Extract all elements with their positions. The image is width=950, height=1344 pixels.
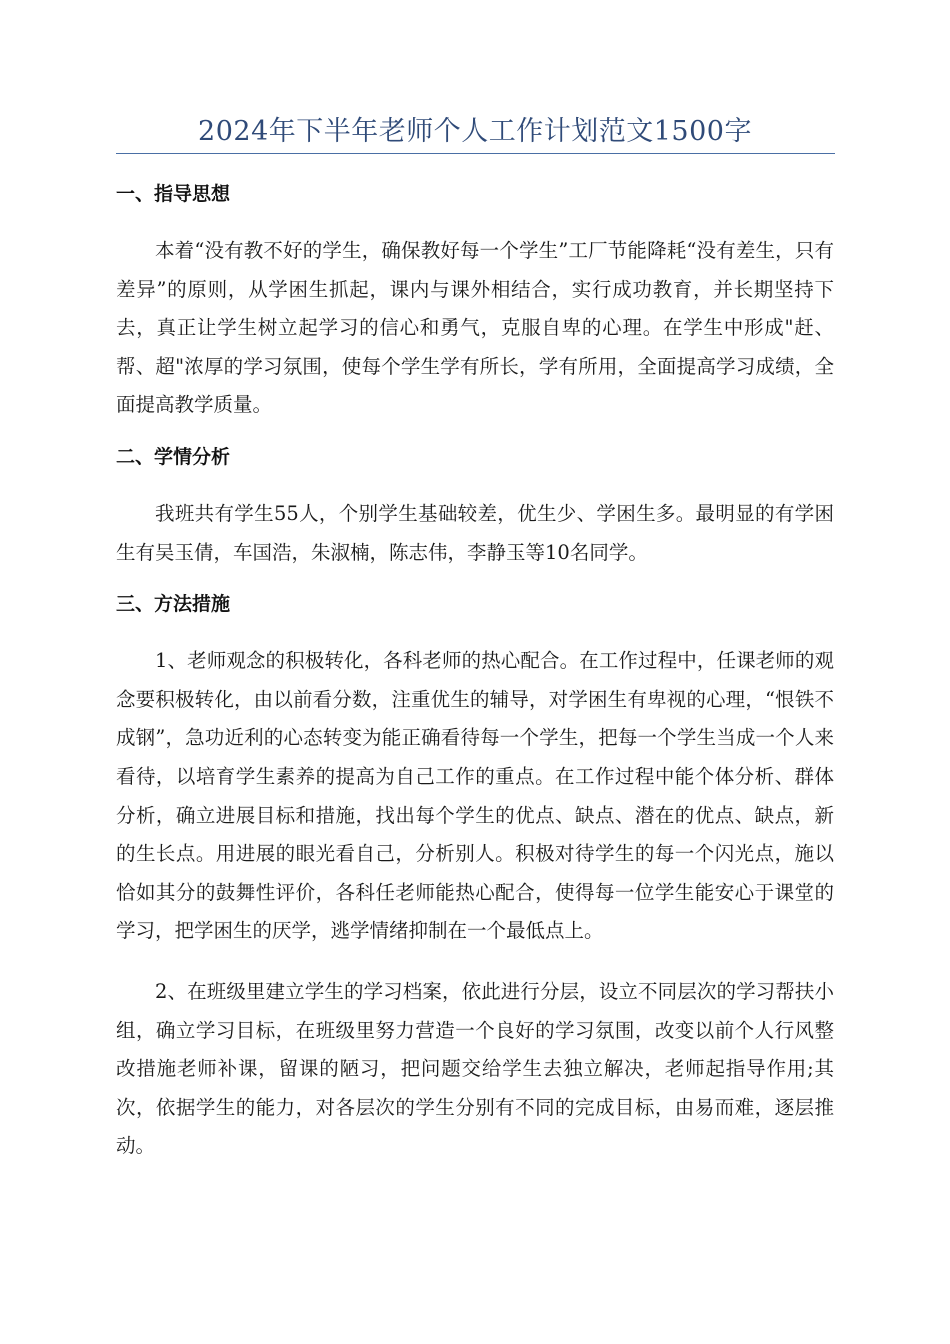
document-body bbox=[116, 174, 834, 1166]
document-title: 2024年下半年老师个人工作计划范文1500字 bbox=[198, 116, 752, 147]
section-heading-student-analysis: 二、学情分析 bbox=[116, 445, 231, 468]
section-paragraph: 1、老师观念的积极转化，各科老师的热心配合。在工作过程中，任课老师的观念要积极转化，由以前看分数，注重优生的辅导，对学困生有卑视的心理，“恨铁不成钢”，急功近利的心态转变为能正确看待每一个学生，把每一个学生当成一个人来看待，以培育学生素养的提高为自己工作的重点。在工作过程中能个体分析、群体分析，确立进展目标和措施，找出每个学生的优点、缺点、潜在的优点、缺点，新的生长点。用进展的眼光看自己，分析别人。积极对待学生的每一个闪光点，施以恰如其分的鼓舞性评价，各科任老师能热心配合，使得每一位学生能安心于课堂的学习，把学困生的厌学，逃学情绪抑制在一个最低点上。 bbox=[116, 649, 834, 943]
section-heading-methods: 三、方法措施 bbox=[116, 593, 231, 616]
section-paragraph: 2、在班级里建立学生的学习档案，依此进行分层，设立不同层次的学习帮扶小组，确立学习目标，在班级里努力营造一个良好的学习氛围，改变以前个人行风整改措施老师补课，留课的陋习，把问题交给学生去独立解决，老师起指导作用;其次，依据学生的能力，对各层次的学生分别有不同的完成目标，由易而难，逐层推动。 bbox=[116, 979, 834, 1158]
section-heading-guiding-ideology: 一、指导思想 bbox=[116, 183, 231, 205]
title-underline bbox=[116, 153, 835, 154]
section-paragraph: 我班共有学生55人，个别学生基础较差，优生少、学困生多。最明显的有学困生有吴玉倩，车国浩，朱淑楠，陈志伟，李静玉等10名同学。 bbox=[116, 501, 834, 564]
section-paragraph: 本着“没有教不好的学生，确保教好每一个学生”工厂节能降耗“没有差生，只有差异”的原则，从学困生抓起，课内与课外相结合，实行成功教育，并长期坚持下去，真正让学生树立起学习的信心和勇气，克服自卑的心理。在学生中形成"赶、帮、超"浓厚的学习氛围，使每个学生学有所长，学有所用，全面提高学习成绩，全面提高教学质量。 bbox=[116, 239, 834, 417]
